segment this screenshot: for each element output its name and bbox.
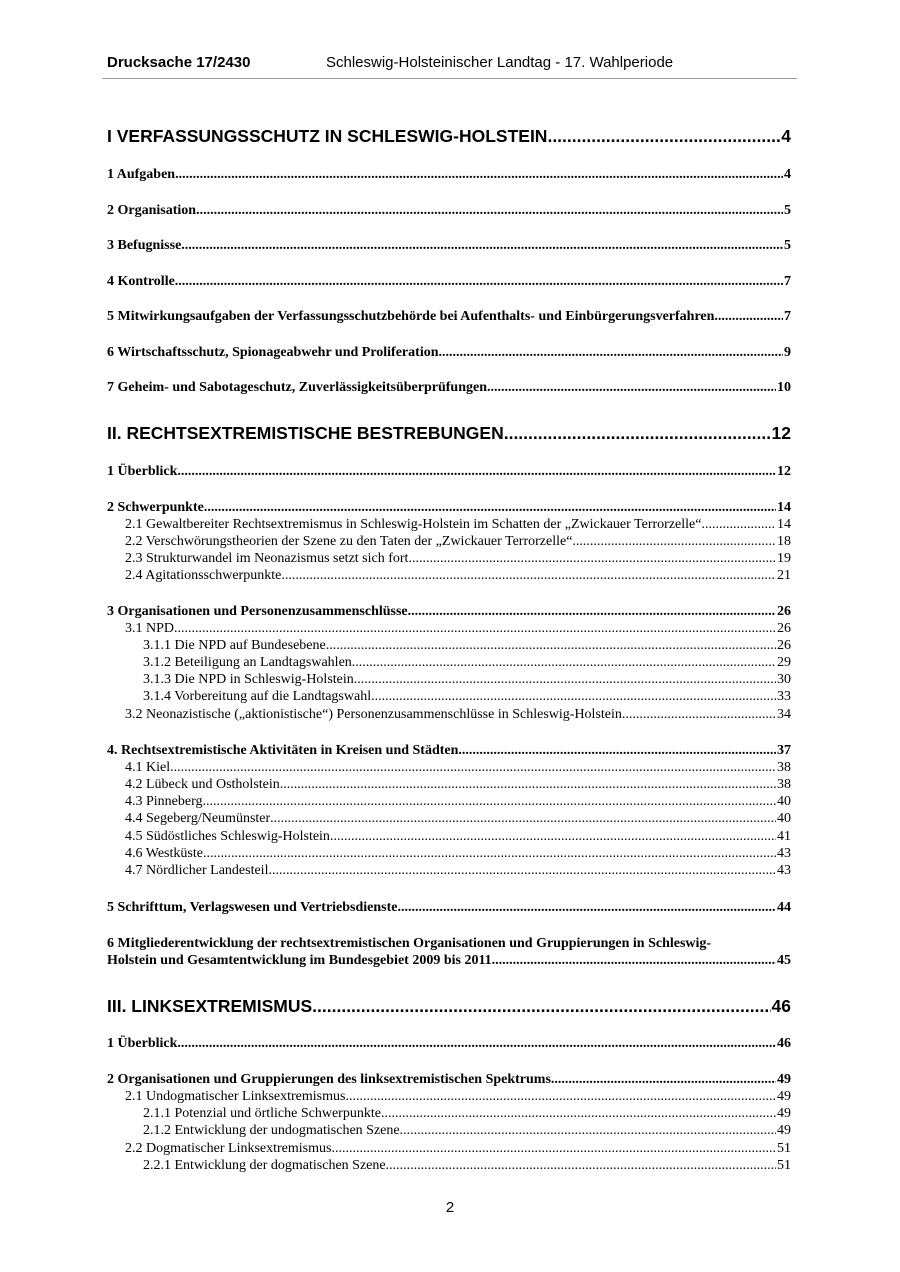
- toc-entry[interactable]: 2 Schwerpunkte ..... 14: [107, 499, 791, 516]
- toc-entry[interactable]: 4 Kontrolle ..... 7: [107, 273, 791, 290]
- toc-entry[interactable]: 4.6 Westküste ..... 43: [107, 845, 791, 862]
- toc-entry[interactable]: 5 Mitwirkungsaufgaben der Verfassungsschutzbehörde bei Aufenthalts- und Einbürgerungsverfahren ..... 7: [107, 308, 791, 325]
- toc-entry[interactable]: 5 Schrifttum, Verlagswesen und Vertriebsdienste ..... 44: [107, 899, 791, 916]
- toc-entry[interactable]: 4.2 Lübeck und Ostholstein ..... 38: [107, 776, 791, 793]
- toc-entry[interactable]: 7 Geheim- und Sabotageschutz, Zuverlässigkeitsüberprüfungen ..... 10: [107, 379, 791, 396]
- toc-entry[interactable]: 2.2 Dogmatischer Linksextremismus ..... 51: [107, 1140, 791, 1157]
- toc-entry[interactable]: 2.4 Agitationsschwerpunkte ..... 21: [107, 567, 791, 584]
- toc-entry[interactable]: 4.1 Kiel ..... 38: [107, 759, 791, 776]
- toc-entry[interactable]: 2.1 Undogmatischer Linksextremismus ..... 49: [107, 1088, 791, 1105]
- table-of-contents: [107, 0, 791, 1200]
- toc-entry[interactable]: 3.2 Neonazistische („aktionistische“) Personenzusammenschlüsse in Schleswig-Holstein ..... 34: [107, 706, 791, 723]
- toc-entry[interactable]: 4.3 Pinneberg ..... 40: [107, 793, 791, 810]
- toc-entry[interactable]: 4. Rechtsextremistische Aktivitäten in Kreisen und Städten ..... 37: [107, 742, 791, 759]
- toc-entry-line-1[interactable]: 6 Mitgliederentwicklung der rechtsextremistischen Organisationen und Gruppierungen in Schleswig-: [107, 936, 712, 951]
- toc-entry[interactable]: 2.2 Verschwörungstheorien der Szene zu den Taten der „Zwickauer Terrorzelle“ ..... 18: [107, 533, 791, 550]
- toc-entry-part-3[interactable]: III. LINKSEXTREMISMUS ..... 46: [107, 996, 791, 1017]
- toc-entry[interactable]: 3.1.1 Die NPD auf Bundesebene ..... 26: [107, 637, 791, 654]
- toc-entry[interactable]: 2.1.1 Potenzial und örtliche Schwerpunkte ..... 49: [107, 1105, 791, 1122]
- toc-entry[interactable]: 3.1 NPD ..... 26: [107, 620, 791, 637]
- toc-entry[interactable]: 2 Organisation ..... 5: [107, 202, 791, 219]
- toc-entry[interactable]: 3 Organisationen und Personenzusammenschlüsse ..... 26: [107, 603, 791, 620]
- toc-entry[interactable]: 4.7 Nördlicher Landesteil ..... 43: [107, 862, 791, 879]
- toc-entry[interactable]: 1 Überblick ..... 12: [107, 463, 791, 480]
- toc-entry-part-2[interactable]: II. RECHTSEXTREMISTISCHE BESTREBUNGEN ..... 12: [107, 423, 791, 444]
- toc-entry[interactable]: 2 Organisationen und Gruppierungen des linksextremistischen Spektrums ..... 49: [107, 1071, 791, 1088]
- toc-entry[interactable]: 2.3 Strukturwandel im Neonazismus setzt sich fort ..... 19: [107, 550, 791, 567]
- toc-entry[interactable]: 3.1.3 Die NPD in Schleswig-Holstein ..... 30: [107, 671, 791, 688]
- toc-entry-part-1[interactable]: I VERFASSUNGSSCHUTZ IN SCHLESWIG-HOLSTEIN ..... 4: [107, 126, 791, 147]
- toc-entry[interactable]: 2.2.1 Entwicklung der dogmatischen Szene ..... 51: [107, 1157, 791, 1174]
- toc-entry[interactable]: 3.1.4 Vorbereitung auf die Landtagswahl ..... 33: [107, 688, 791, 705]
- page-number: 2: [445, 1199, 455, 1216]
- toc-entry[interactable]: 3.1.2 Beteiligung an Landtagswahlen ..... 29: [107, 654, 791, 671]
- toc-entry[interactable]: 1 Aufgaben ..... 4: [107, 166, 791, 183]
- landtag-title: Schleswig-Holsteinischer Landtag - 17. Wahlperiode: [326, 54, 674, 71]
- toc-entry[interactable]: 3 Befugnisse ..... 5: [107, 237, 791, 254]
- toc-entry[interactable]: 4.4 Segeberg/Neumünster ..... 40: [107, 810, 791, 827]
- toc-entry[interactable]: 1 Überblick ..... 46: [107, 1035, 791, 1052]
- toc-entry[interactable]: 2.1 Gewaltbereiter Rechtsextremismus in Schleswig-Holstein im Schatten der „Zwickauer Terrorzelle“ ..... 14: [107, 516, 791, 533]
- toc-entry-line-2[interactable]: Holstein und Gesamtentwicklung im Bundesgebiet 2009 bis 2011 ..... 45: [107, 952, 791, 969]
- toc-entry[interactable]: 2.1.2 Entwicklung der undogmatischen Szene ..... 49: [107, 1122, 791, 1139]
- toc-entry[interactable]: 6 Wirtschaftsschutz, Spionageabwehr und Proliferation ..... 9: [107, 344, 791, 361]
- toc-entry[interactable]: 4.5 Südöstliches Schleswig-Holstein ..... 41: [107, 828, 791, 845]
- drucksache-number: Drucksache 17/2430: [107, 54, 251, 71]
